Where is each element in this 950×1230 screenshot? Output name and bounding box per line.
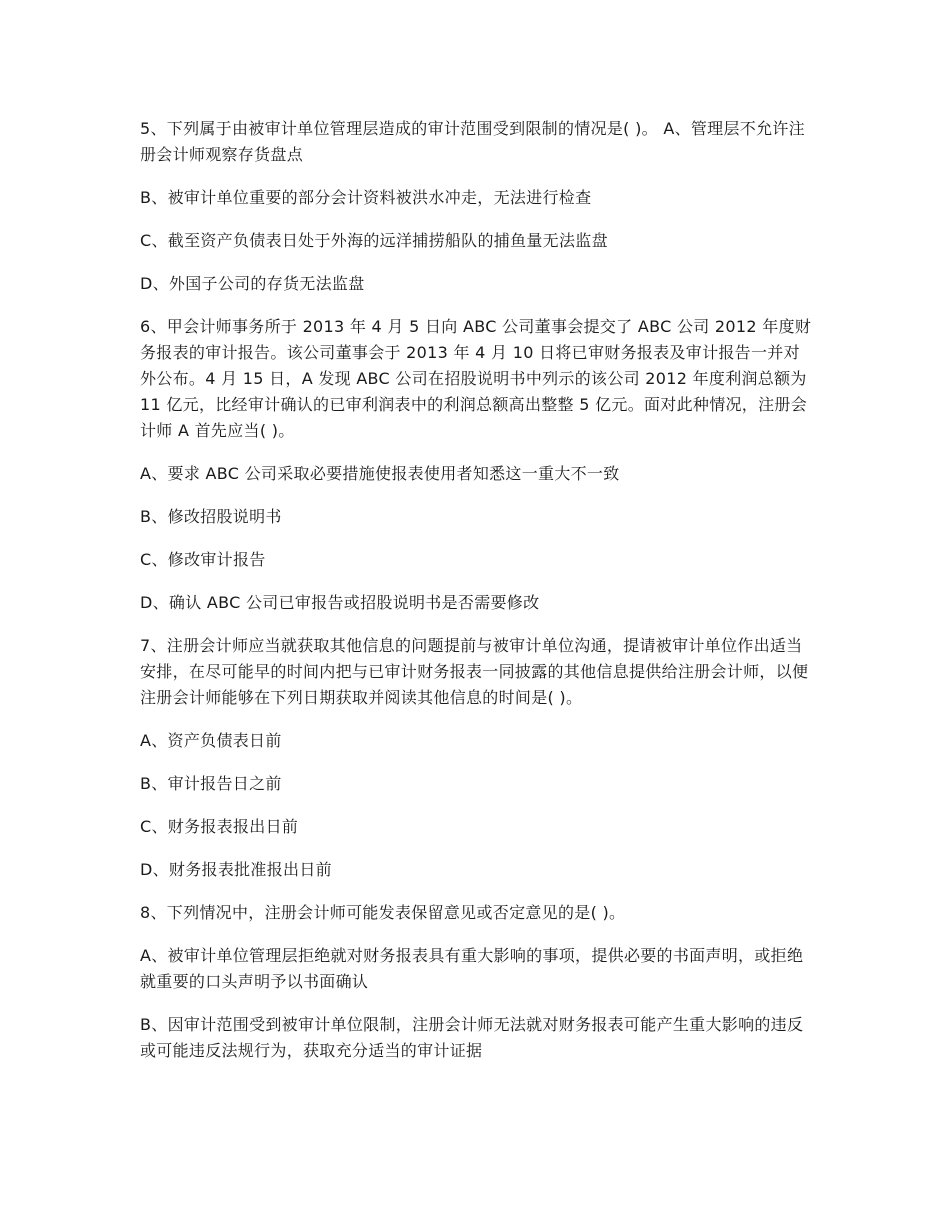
question-5-option-b: B、被审计单位重要的部分会计资料被洪水冲走，无法进行检查	[140, 188, 592, 207]
question-5-option-d: D、外国子公司的存货无法监盘	[140, 274, 365, 293]
question-5-option-c: C、截至资产负债表日处于外海的远洋捕捞船队的捕鱼量无法监盘	[140, 231, 608, 250]
question-7-stem: 7、注册会计师应当就获取其他信息的问题提前与被审计单位沟通，提请被审计单位作出适当安排，在尽可能早的时间内把与已审计财务报表一同披露的其他信息提供给注册会计师，以便注册会计师能够在下列日期获取并阅读其他信息的时间是( )。	[140, 636, 809, 707]
question-6-option-a: A、要求 ABC 公司采取必要措施使报表使用者知悉这一重大不一致	[140, 464, 620, 483]
question-7-option-a: A、资产负债表日前	[140, 731, 282, 750]
document-body	[140, 116, 816, 1081]
question-6-option-b: B、修改招股说明书	[140, 507, 282, 526]
question-6-stem: 6、甲会计师事务所于 2013 年 4 月 5 日向 ABC 公司董事会提交了 ABC 公司 2012 年度财务报表的审计报告。该公司董事会于 2013 年 4 月 10 日将已审财务报表及审计报告一并对外公布。4 月 15 日，A 发现 ABC 公司在招股说明书中列示的该公司 2012 年度利润总额为 11 亿元，比经审计确认的已审利润表中的利润总额高出整整 5 亿元。面对此种情况，注册会计师 A 首先应当( )。	[140, 317, 812, 440]
question-6-option-c: C、修改审计报告	[140, 550, 266, 569]
question-7-option-b: B、审计报告日之前	[140, 774, 282, 793]
question-7-option-c: C、财务报表报出日前	[140, 817, 299, 836]
question-6-option-d: D、确认 ABC 公司已审报告或招股说明书是否需要修改	[140, 593, 540, 612]
question-7-option-d: D、财务报表批准报出日前	[140, 860, 332, 879]
question-8-stem: 8、下列情况中，注册会计师可能发表保留意见或否定意见的是( )。	[140, 903, 626, 922]
question-5-stem: 5、下列属于由被审计单位管理层造成的审计范围受到限制的情况是( )。 A、管理层不允许注册会计师观察存货盘点	[140, 119, 805, 164]
question-8-option-a: A、被审计单位管理层拒绝就对财务报表具有重大影响的事项，提供必要的书面声明，或拒绝就重要的口头声明予以书面确认	[140, 946, 804, 991]
question-8-option-b: B、因审计范围受到被审计单位限制，注册会计师无法就对财务报表可能产生重大影响的违反或可能违反法规行为，获取充分适当的审计证据	[140, 1015, 804, 1060]
